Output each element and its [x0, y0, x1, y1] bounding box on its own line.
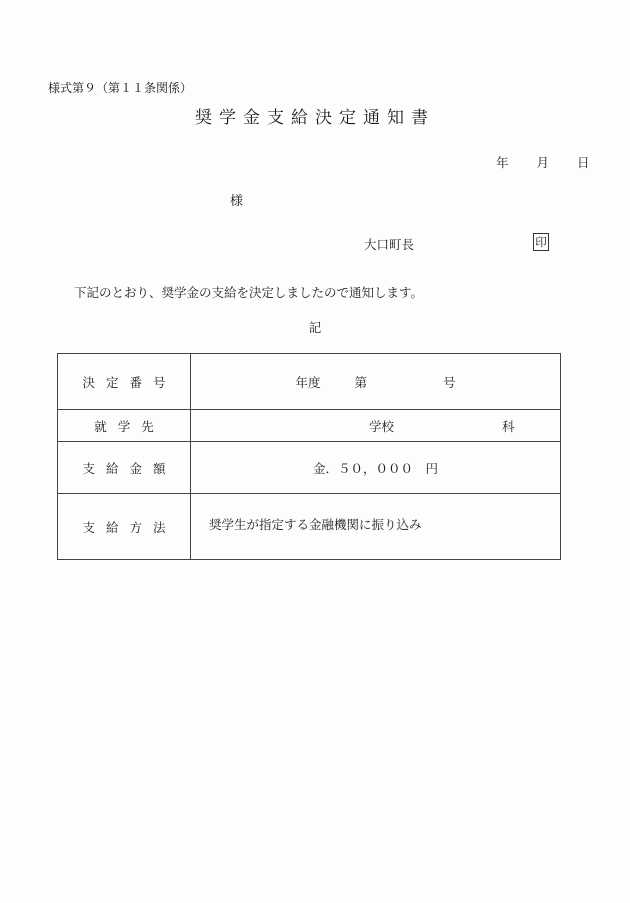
dai-label: 第: [354, 374, 367, 390]
row-label: 支給金額: [58, 442, 191, 494]
recipient-suffix: 様: [230, 194, 244, 209]
row-label: 支給方法: [58, 494, 191, 560]
body-text: 下記のとおり、奨学金の支給を決定しましたので通知します。: [74, 285, 424, 300]
ka-label: 科: [502, 418, 515, 434]
table-row: [58, 410, 561, 442]
date-day: 日: [577, 155, 590, 170]
payment-method-cell: 奨学生が指定する金融機関に振り込み: [191, 494, 561, 560]
gakko-label: 学校: [369, 418, 395, 434]
details-table: [57, 353, 561, 560]
seal-mark: 印: [533, 233, 549, 251]
nendo-label: 年度: [295, 374, 321, 390]
form-number: 様式第９（第１１条関係）: [48, 81, 193, 95]
issuer-name: 大口町長: [364, 237, 415, 252]
table-row: [58, 442, 561, 494]
row-label: 決定番号: [58, 354, 191, 410]
date-line: [496, 153, 590, 171]
document-title: 奨学金支給決定通知書: [195, 108, 435, 128]
school-cell: [191, 410, 561, 442]
go-label: 号: [443, 374, 456, 390]
table-row: [58, 494, 561, 560]
ki-heading: 記: [308, 320, 322, 335]
decision-number-cell: [191, 354, 561, 410]
row-label: 就学先: [58, 410, 191, 442]
table-row: [58, 354, 561, 410]
amount-cell: 金．５０，０００ 円: [191, 442, 561, 494]
date-year: 年: [496, 155, 509, 170]
date-month: 月: [536, 155, 550, 170]
